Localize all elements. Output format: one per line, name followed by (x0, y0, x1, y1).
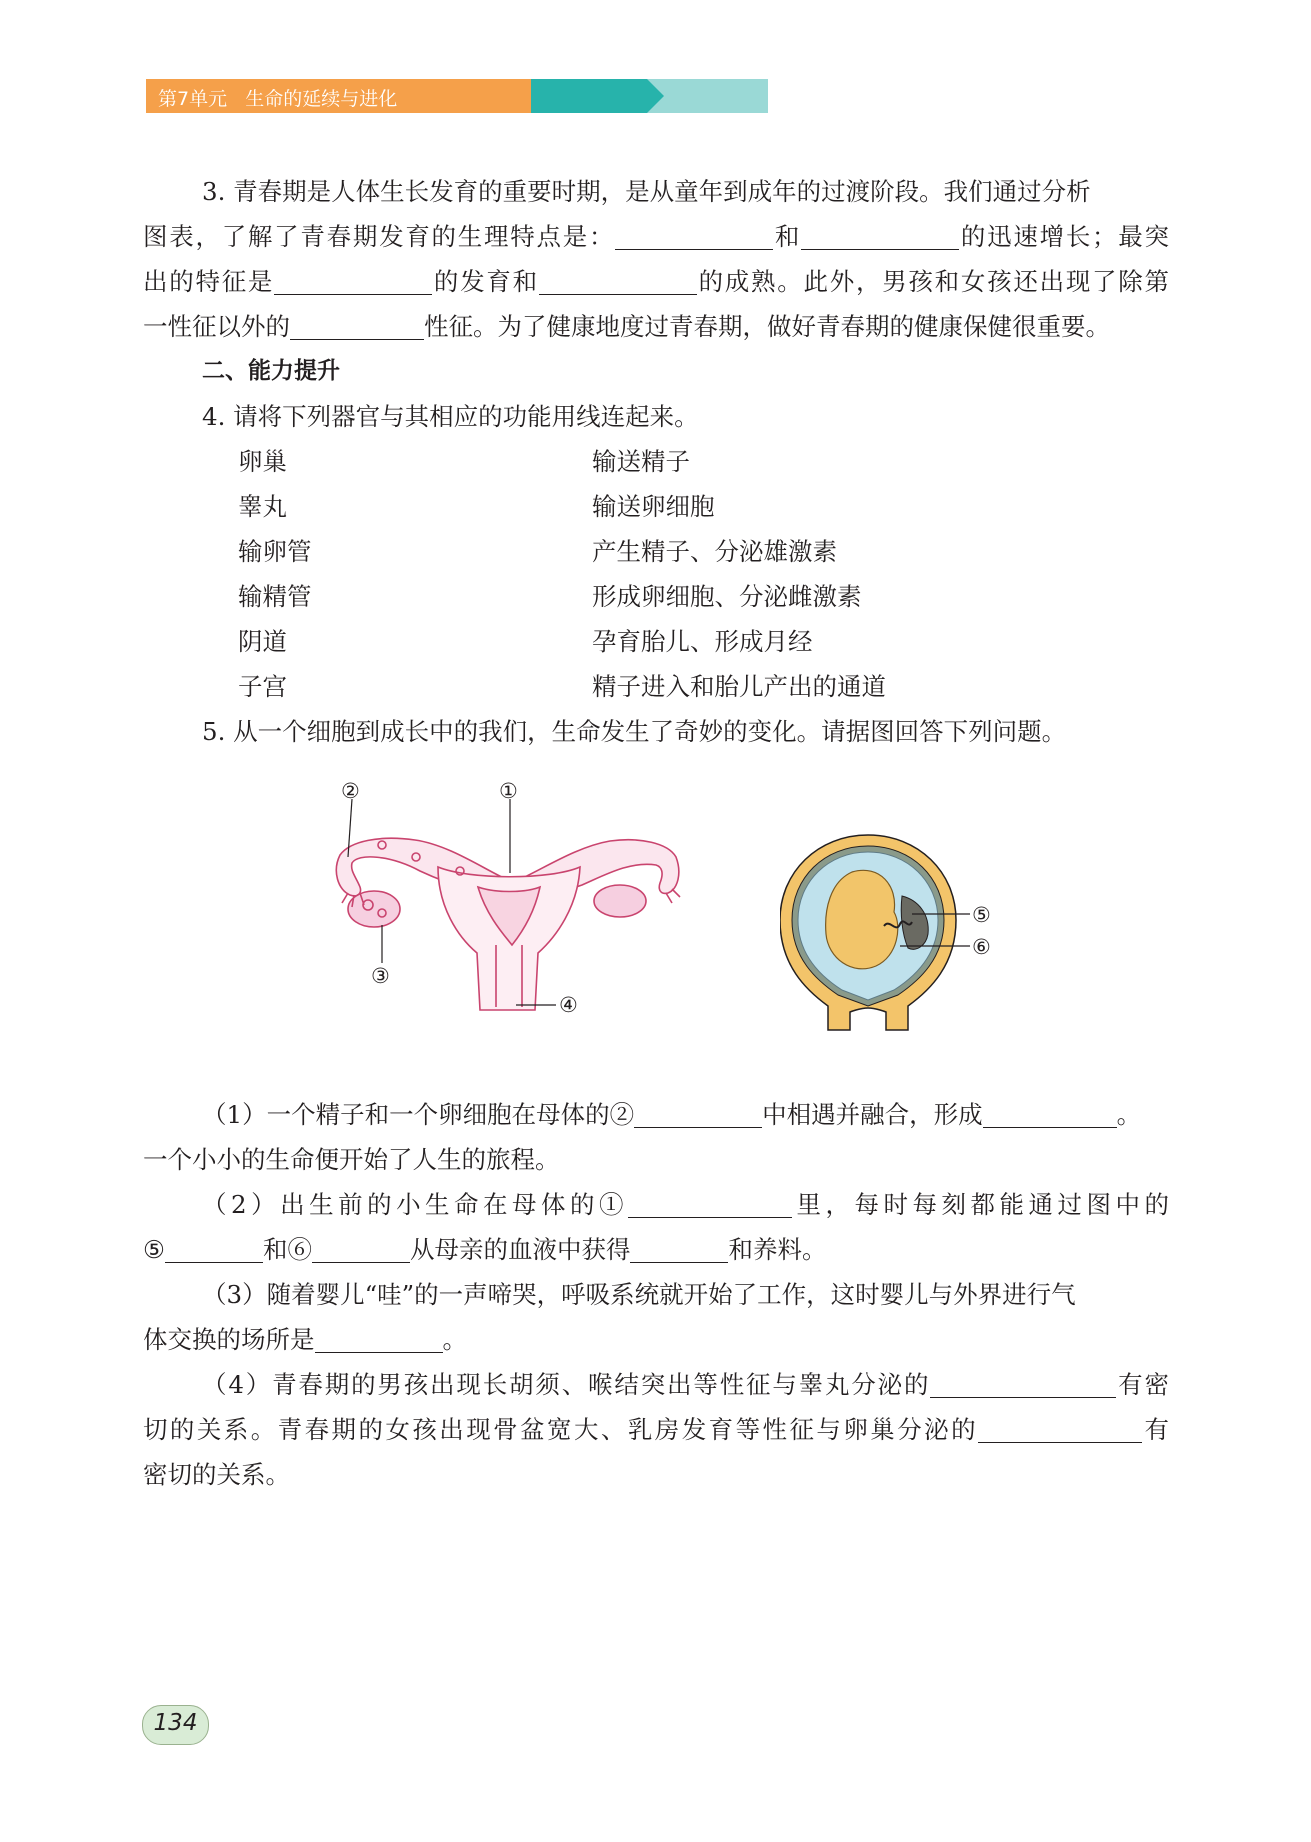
q3-blank-4[interactable] (539, 268, 697, 295)
organ-item[interactable]: 睾丸 (238, 492, 287, 521)
q5-part-4-end: 密切的关系。 (143, 1460, 290, 1489)
q3-blank-5[interactable] (290, 313, 424, 340)
chapter-header (146, 79, 768, 113)
fetus (826, 870, 898, 968)
organ-item[interactable]: 子宫 (238, 672, 287, 701)
q5-part-1-cont: 一个小小的生命便开始了人生的旅程。 (143, 1145, 560, 1174)
question-4-prompt: 4. 请将下列器官与其相应的功能用线连起来。 (202, 402, 699, 431)
q5-blank-1[interactable] (634, 1101, 762, 1128)
q3-line-2: 图表，了解了青春期发育的生理特点是： 和 的迅速增长；最突 (143, 222, 1169, 251)
q3-blank-2[interactable] (801, 223, 959, 250)
question-3 (143, 169, 1169, 349)
unit-label: 第7单元 (158, 88, 228, 110)
organ-item[interactable]: 卵巢 (238, 447, 287, 476)
header-teal-band (531, 79, 647, 113)
function-item[interactable]: 孕育胎儿、形成月经 (592, 627, 813, 656)
page-number: 134 (153, 1710, 198, 1736)
label-1: ① (499, 779, 518, 803)
fetus-in-uterus-diagram (780, 830, 1020, 1040)
section-heading: 二、能力提升 (202, 358, 340, 384)
q5-part-3-cont: 体交换的场所是 。 (143, 1325, 467, 1354)
q5-blank-9[interactable] (978, 1416, 1142, 1443)
q5-blank-5[interactable] (312, 1236, 410, 1263)
organ-item[interactable]: 阴道 (238, 627, 287, 656)
header-teal-arrow (647, 79, 664, 113)
header-light-band (647, 79, 768, 113)
function-item[interactable]: 输送精子 (592, 447, 690, 476)
q5-part-2: （2）出生前的小生命在母体的① 里，每时每刻都能通过图中的 (202, 1190, 1169, 1219)
header-text (158, 84, 397, 111)
label-6: ⑥ (972, 935, 991, 959)
q5-part-2-cont: ⑤ 和⑥ 从母亲的血液中获得 和养料。 (143, 1235, 827, 1264)
label-5: ⑤ (972, 903, 991, 927)
question-5-prompt: 5. 从一个细胞到成长中的我们，生命发生了奇妙的变化。请据图回答下列问题。 (202, 717, 1067, 746)
question-5-parts (143, 1092, 1169, 1497)
function-item[interactable]: 产生精子、分泌雄激素 (592, 537, 837, 566)
q5-blank-7[interactable] (315, 1326, 443, 1353)
label-4: ④ (559, 993, 578, 1017)
q5-part-3: （3）随着婴儿“哇”的一声啼哭，呼吸系统就开始了工作，这时婴儿与外界进行气 (202, 1280, 1076, 1309)
function-item[interactable]: 输送卵细胞 (592, 492, 715, 521)
q5-part-1: （1）一个精子和一个卵细胞在母体的② 中相遇并融合，形成 。 (202, 1100, 1142, 1129)
q5-blank-3[interactable] (628, 1191, 792, 1218)
unit-title: 生命的延续与进化 (245, 88, 398, 110)
q5-blank-8[interactable] (930, 1371, 1116, 1398)
q5-part-4-cont: 切的关系。青春期的女孩出现骨盆宽大、乳房发育等性征与卵巢分泌的 有 (143, 1415, 1169, 1444)
page-number-badge (142, 1705, 209, 1745)
function-item[interactable]: 形成卵细胞、分泌雌激素 (592, 582, 862, 611)
q3-blank-3[interactable] (274, 268, 432, 295)
q3-blank-1[interactable] (615, 223, 773, 250)
q5-blank-6[interactable] (630, 1236, 728, 1263)
function-list (592, 439, 886, 709)
function-item[interactable]: 精子进入和胎儿产出的通道 (592, 672, 886, 701)
q5-blank-2[interactable] (983, 1101, 1117, 1128)
q3-line-3: 出的特征是 的发育和 的成熟。此外，男孩和女孩还出现了除第 (143, 267, 1169, 296)
q3-line-4: 一性征以外的 性征。为了健康地度过青春期，做好青春期的健康保健很重要。 (143, 312, 1110, 341)
organ-item[interactable]: 输精管 (238, 582, 312, 611)
organ-list (238, 439, 312, 709)
label-3: ③ (371, 964, 390, 988)
q3-line-1: 3. 青春期是人体生长发育的重要时期，是从童年到成年的过渡阶段。我们通过分析 (202, 177, 1091, 206)
q5-part-4: （4）青春期的男孩出现长胡须、喉结突出等性征与睾丸分泌的 有密 (202, 1370, 1169, 1399)
q5-blank-4[interactable] (165, 1236, 263, 1263)
organ-item[interactable]: 输卵管 (238, 537, 312, 566)
label-2: ② (341, 779, 360, 803)
female-reproductive-diagram (320, 775, 690, 1035)
